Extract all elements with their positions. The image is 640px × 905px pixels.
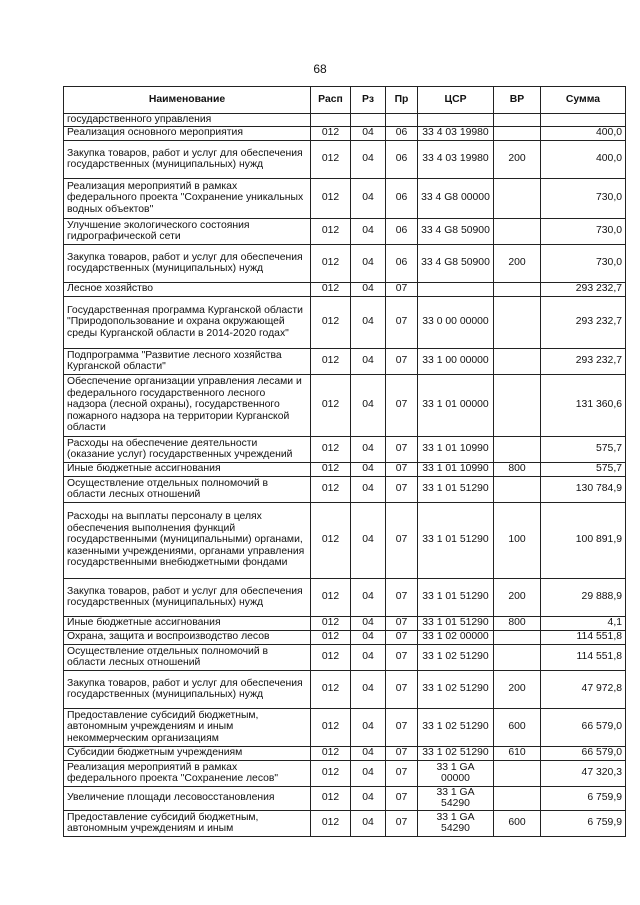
table-row (64, 296, 626, 348)
cell-rz: 04 (351, 462, 386, 476)
table-row (64, 630, 626, 644)
cell-vr (494, 374, 541, 436)
cell-sum: 730,0 (541, 244, 626, 282)
table-row (64, 282, 626, 296)
table-row (64, 644, 626, 670)
table-row (64, 578, 626, 616)
cell-name: Иные бюджетные ассигнования (64, 462, 311, 476)
cell-rasp: 012 (311, 644, 351, 670)
cell-pr: 06 (386, 218, 418, 244)
cell-sum: 66 579,0 (541, 708, 626, 746)
cell-name: Осуществление отдельных полномочий в области лесных отношений (64, 476, 311, 502)
cell-sum: 47 320,3 (541, 760, 626, 786)
cell-sum: 293 232,7 (541, 348, 626, 374)
cell-rz: 04 (351, 436, 386, 462)
cell-csr (418, 282, 494, 296)
cell-sum: 47 972,8 (541, 670, 626, 708)
cell-name: Реализация основного мероприятия (64, 126, 311, 140)
cell-rz (351, 114, 386, 127)
cell-vr: 200 (494, 670, 541, 708)
cell-sum: 730,0 (541, 218, 626, 244)
table-header-row (64, 87, 626, 114)
cell-rasp: 012 (311, 786, 351, 810)
cell-pr: 07 (386, 786, 418, 810)
cell-pr: 07 (386, 760, 418, 786)
cell-vr: 800 (494, 462, 541, 476)
cell-sum: 114 551,8 (541, 630, 626, 644)
table-row (64, 114, 626, 127)
header-csr: ЦСР (418, 87, 494, 114)
cell-name: Иные бюджетные ассигнования (64, 616, 311, 630)
cell-name: Расходы на обеспечение деятельности (оказание услуг) государственных учреждений (64, 436, 311, 462)
cell-rz: 04 (351, 282, 386, 296)
table-body (64, 114, 626, 837)
cell-rasp: 012 (311, 810, 351, 836)
cell-rasp: 012 (311, 140, 351, 178)
cell-sum: 131 360,6 (541, 374, 626, 436)
table-row (64, 810, 626, 836)
table-row (64, 140, 626, 178)
cell-rasp: 012 (311, 436, 351, 462)
cell-pr (386, 114, 418, 127)
cell-pr: 07 (386, 644, 418, 670)
cell-rasp: 012 (311, 502, 351, 578)
cell-csr: 33 4 G8 00000 (418, 178, 494, 218)
cell-name: государственного управления (64, 114, 311, 127)
cell-vr (494, 644, 541, 670)
cell-rasp: 012 (311, 708, 351, 746)
cell-rz: 04 (351, 708, 386, 746)
table-row (64, 374, 626, 436)
table-row (64, 670, 626, 708)
cell-rasp: 012 (311, 218, 351, 244)
cell-rz: 04 (351, 348, 386, 374)
cell-rz: 04 (351, 616, 386, 630)
cell-name: Предоставление субсидий бюджетным, автономным учреждениям и иным некоммерческим организациям (64, 708, 311, 746)
cell-csr: 33 4 03 19980 (418, 140, 494, 178)
cell-csr: 33 1 02 51290 (418, 746, 494, 760)
cell-rz: 04 (351, 218, 386, 244)
cell-vr: 200 (494, 244, 541, 282)
cell-vr (494, 786, 541, 810)
table-row (64, 462, 626, 476)
cell-pr: 07 (386, 374, 418, 436)
cell-sum: 29 888,9 (541, 578, 626, 616)
cell-rz: 04 (351, 760, 386, 786)
cell-rasp: 012 (311, 630, 351, 644)
cell-name: Реализация мероприятий в рамках федерального проекта "Сохранение лесов" (64, 760, 311, 786)
table-row (64, 178, 626, 218)
table-row (64, 436, 626, 462)
cell-vr (494, 282, 541, 296)
cell-csr: 33 1 01 10990 (418, 462, 494, 476)
cell-name: Лесное хозяйство (64, 282, 311, 296)
cell-name: Субсидии бюджетным учреждениям (64, 746, 311, 760)
table-row (64, 760, 626, 786)
cell-name: Закупка товаров, работ и услуг для обеспечения государственных (муниципальных) нужд (64, 140, 311, 178)
cell-pr: 07 (386, 708, 418, 746)
cell-rz: 04 (351, 374, 386, 436)
header-pr: Пр (386, 87, 418, 114)
cell-rz: 04 (351, 178, 386, 218)
cell-rz: 04 (351, 578, 386, 616)
cell-rasp: 012 (311, 670, 351, 708)
header-rasp: Расп (311, 87, 351, 114)
cell-rasp: 012 (311, 476, 351, 502)
cell-sum: 100 891,9 (541, 502, 626, 578)
cell-rasp: 012 (311, 746, 351, 760)
cell-vr (494, 630, 541, 644)
cell-sum: 130 784,9 (541, 476, 626, 502)
cell-sum: 400,0 (541, 126, 626, 140)
cell-vr: 610 (494, 746, 541, 760)
cell-csr: 33 1 01 10990 (418, 436, 494, 462)
header-name: Наименование (64, 87, 311, 114)
cell-pr: 07 (386, 436, 418, 462)
cell-sum (541, 114, 626, 127)
cell-name: Осуществление отдельных полномочий в области лесных отношений (64, 644, 311, 670)
cell-csr: 33 1 01 51290 (418, 578, 494, 616)
cell-sum: 400,0 (541, 140, 626, 178)
cell-pr: 07 (386, 630, 418, 644)
cell-sum: 4,1 (541, 616, 626, 630)
cell-rz: 04 (351, 140, 386, 178)
cell-pr: 06 (386, 244, 418, 282)
cell-csr: 33 4 03 19980 (418, 126, 494, 140)
cell-rz: 04 (351, 296, 386, 348)
cell-rz: 04 (351, 126, 386, 140)
table-row (64, 218, 626, 244)
cell-vr: 100 (494, 502, 541, 578)
cell-rasp: 012 (311, 126, 351, 140)
cell-rz: 04 (351, 746, 386, 760)
cell-rasp: 012 (311, 616, 351, 630)
cell-rz: 04 (351, 810, 386, 836)
cell-rz: 04 (351, 786, 386, 810)
cell-name: Улучшение экологического состояния гидрографической сети (64, 218, 311, 244)
cell-rasp: 012 (311, 244, 351, 282)
cell-vr (494, 476, 541, 502)
cell-vr: 600 (494, 810, 541, 836)
cell-name: Подпрограмма "Развитие лесного хозяйства Курганской области" (64, 348, 311, 374)
cell-csr: 33 1 01 51290 (418, 502, 494, 578)
cell-name: Закупка товаров, работ и услуг для обеспечения государственных (муниципальных) нужд (64, 244, 311, 282)
cell-name: Охрана, защита и воспроизводство лесов (64, 630, 311, 644)
cell-name: Закупка товаров, работ и услуг для обеспечения государственных (муниципальных) нужд (64, 578, 311, 616)
table-row (64, 786, 626, 810)
cell-pr: 07 (386, 746, 418, 760)
cell-pr: 07 (386, 810, 418, 836)
cell-vr (494, 218, 541, 244)
cell-csr: 33 1 01 51290 (418, 616, 494, 630)
cell-csr: 33 4 G8 50900 (418, 218, 494, 244)
cell-csr: 33 1 01 51290 (418, 476, 494, 502)
cell-pr: 07 (386, 282, 418, 296)
budget-table (63, 86, 626, 837)
header-vr: ВР (494, 87, 541, 114)
cell-rasp: 012 (311, 760, 351, 786)
cell-rasp: 012 (311, 578, 351, 616)
cell-vr (494, 126, 541, 140)
cell-vr: 200 (494, 578, 541, 616)
cell-pr: 07 (386, 578, 418, 616)
cell-sum: 6 759,9 (541, 786, 626, 810)
cell-csr: 33 1 02 51290 (418, 708, 494, 746)
cell-csr: 33 1 GA 54290 (418, 786, 494, 810)
table-row (64, 476, 626, 502)
cell-sum: 6 759,9 (541, 810, 626, 836)
cell-csr (418, 114, 494, 127)
cell-sum: 293 232,7 (541, 282, 626, 296)
cell-name: Предоставление субсидий бюджетным, автономным учреждениям и иным (64, 810, 311, 836)
table-row (64, 746, 626, 760)
cell-sum: 730,0 (541, 178, 626, 218)
cell-name: Реализация мероприятий в рамках федерального проекта "Сохранение уникальных водных объектов" (64, 178, 311, 218)
table-row (64, 126, 626, 140)
cell-csr: 33 1 02 00000 (418, 630, 494, 644)
cell-name: Государственная программа Курганской области "Природопользование и охрана окружающей среды Курганской области в 2014-2020 годах" (64, 296, 311, 348)
cell-name: Увеличение площади лесовосстановления (64, 786, 311, 810)
cell-rasp: 012 (311, 178, 351, 218)
cell-csr: 33 1 GA 54290 (418, 810, 494, 836)
cell-csr: 33 1 01 00000 (418, 374, 494, 436)
cell-rasp: 012 (311, 282, 351, 296)
cell-sum: 575,7 (541, 436, 626, 462)
header-rz: Рз (351, 87, 386, 114)
cell-pr: 07 (386, 616, 418, 630)
page-number: 68 (313, 62, 327, 76)
cell-name: Закупка товаров, работ и услуг для обеспечения государственных (муниципальных) нужд (64, 670, 311, 708)
cell-name: Обеспечение организации управления лесами и федерального государственного лесного надзора (лесной охраны), государственного пожарного надзора на территории Курганской области (64, 374, 311, 436)
cell-pr: 07 (386, 670, 418, 708)
cell-sum: 114 551,8 (541, 644, 626, 670)
table-row (64, 502, 626, 578)
cell-csr: 33 1 00 00000 (418, 348, 494, 374)
cell-rz: 04 (351, 630, 386, 644)
cell-rasp: 012 (311, 348, 351, 374)
cell-vr (494, 348, 541, 374)
table-row (64, 616, 626, 630)
cell-vr: 600 (494, 708, 541, 746)
cell-rz: 04 (351, 244, 386, 282)
cell-csr: 33 4 G8 50900 (418, 244, 494, 282)
cell-csr: 33 0 00 00000 (418, 296, 494, 348)
cell-vr (494, 436, 541, 462)
cell-rasp: 012 (311, 462, 351, 476)
cell-pr: 07 (386, 502, 418, 578)
cell-vr (494, 760, 541, 786)
cell-sum: 66 579,0 (541, 746, 626, 760)
cell-vr (494, 296, 541, 348)
cell-vr (494, 178, 541, 218)
cell-csr: 33 1 02 51290 (418, 644, 494, 670)
cell-vr (494, 114, 541, 127)
cell-pr: 06 (386, 178, 418, 218)
table-row (64, 708, 626, 746)
table-row (64, 244, 626, 282)
table-row (64, 348, 626, 374)
cell-vr: 200 (494, 140, 541, 178)
cell-pr: 06 (386, 140, 418, 178)
cell-sum: 575,7 (541, 462, 626, 476)
cell-rasp: 012 (311, 374, 351, 436)
cell-pr: 07 (386, 462, 418, 476)
cell-name: Расходы на выплаты персоналу в целях обеспечения выполнения функций государственными (муниципальными) органами, казенными учреждениями, органами управления государственными внебюджетными фондами (64, 502, 311, 578)
cell-rz: 04 (351, 644, 386, 670)
cell-rasp: 012 (311, 296, 351, 348)
cell-vr: 800 (494, 616, 541, 630)
cell-sum: 293 232,7 (541, 296, 626, 348)
cell-csr: 33 1 GA 00000 (418, 760, 494, 786)
cell-rz: 04 (351, 476, 386, 502)
cell-rasp (311, 114, 351, 127)
cell-pr: 06 (386, 126, 418, 140)
header-sum: Сумма (541, 87, 626, 114)
cell-rz: 04 (351, 670, 386, 708)
cell-csr: 33 1 02 51290 (418, 670, 494, 708)
cell-pr: 07 (386, 296, 418, 348)
cell-pr: 07 (386, 476, 418, 502)
cell-pr: 07 (386, 348, 418, 374)
cell-rz: 04 (351, 502, 386, 578)
